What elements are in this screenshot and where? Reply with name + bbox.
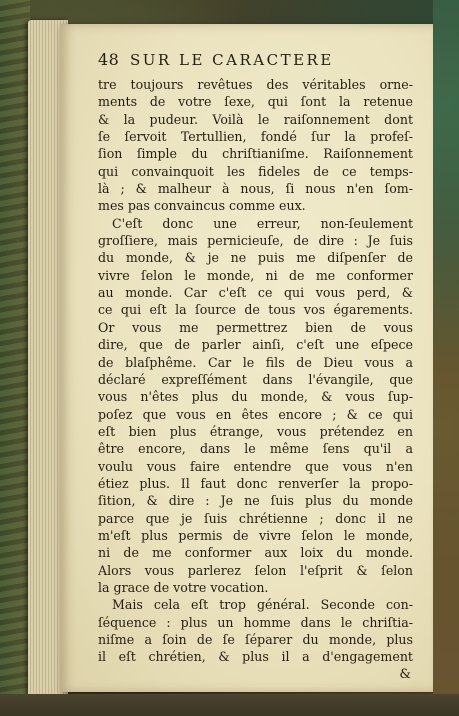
text-line: mes pas convaincus comme eux. [98, 198, 306, 214]
text-line: ni de me conformer aux loix du monde. [98, 545, 413, 561]
book-cover-bottom [0, 694, 459, 716]
text-line: de blaſphême. Car le fils de Dieu vous a [98, 354, 413, 370]
text-line: m'eſt plus permis de vivre ſelon le monde, [98, 527, 413, 543]
text-line: niſme a ſoin de ſe ſéparer du monde, plus [98, 632, 413, 647]
text-line: ſition, & dire : Je ne ſuis plus du monde [98, 493, 413, 509]
text-line: ce qui eſt la ſource de tous vos égarements. [98, 302, 413, 318]
text-line: eſt bien plus étrange, vous prétendez en [98, 423, 413, 439]
text-line: il eſt chrétien, & plus il a d'engagement [98, 649, 413, 665]
text-line: groſſiere, mais pernicieuſe, de dire : Je ſuis [98, 233, 413, 249]
text-line: parce que je ſuis chrétienne ; donc il ne [98, 510, 413, 526]
text-line: vous n'êtes plus du monde, & vous ſup- [98, 389, 413, 405]
page-header [98, 50, 413, 76]
text-line: étiez plus. Il faut donc renverſer la propo- [98, 475, 413, 491]
catchword: & [399, 666, 411, 682]
book-cover-left [0, 0, 30, 716]
text-line: tre toujours revêtues des véritables orne- [98, 77, 413, 92]
text-line: au monde. Car c'eſt ce qui vous perd, & [98, 285, 413, 301]
running-title: SUR LE CARACTERE [130, 51, 334, 69]
text-line: Alors vous parlerez ſelon l'eſprit & ſelon [98, 562, 413, 578]
text-line: vivre ſelon le monde, ni de me conformer [98, 267, 413, 283]
text-line: du monde, & je ne puis me diſpenſer de [98, 250, 413, 266]
book-cover-right [433, 0, 459, 716]
text-line: voulu vous faire entendre que vous n'en [98, 458, 413, 474]
text-line: là ; & malheur à nous, ſi nous n'en ſom- [98, 181, 413, 197]
text-line: Mais cela eſt trop général. Seconde con- [112, 597, 413, 613]
text-line: qui convainquoit les fideles de ce temps- [98, 163, 413, 179]
text-line: ſion ſimple du chriſtianiſme. Raiſonnement [98, 146, 413, 162]
text-line: ſéquence : plus un homme dans le chriſtia- [98, 614, 413, 630]
text-line: Or vous me permettrez bien de vous [98, 319, 413, 335]
text-line: déclaré expreſſément dans l'évangile, que [98, 371, 413, 387]
text-line: la grace de votre vocation. [98, 579, 269, 595]
text-line: être encore, dans le même ſens qu'il a [98, 441, 413, 457]
page-number: 48 [98, 50, 120, 69]
page-text [98, 50, 413, 683]
text-line: C'eſt donc une erreur, non-ſeulement [112, 215, 413, 231]
text-line: ments de votre ſexe, qui ſont la retenue [98, 94, 413, 110]
text-line: dire, que de parler ainſi, c'eſt une eſpece [98, 337, 413, 353]
text-line: ſe ſervoit Tertullien, fondé ſur la profeſ- [98, 129, 413, 145]
text-line: & la pudeur. Voilà le raiſonnement dont [98, 111, 413, 127]
body-text [98, 76, 413, 666]
text-line: poſez que vous en êtes encore ; & ce qui [98, 406, 413, 422]
